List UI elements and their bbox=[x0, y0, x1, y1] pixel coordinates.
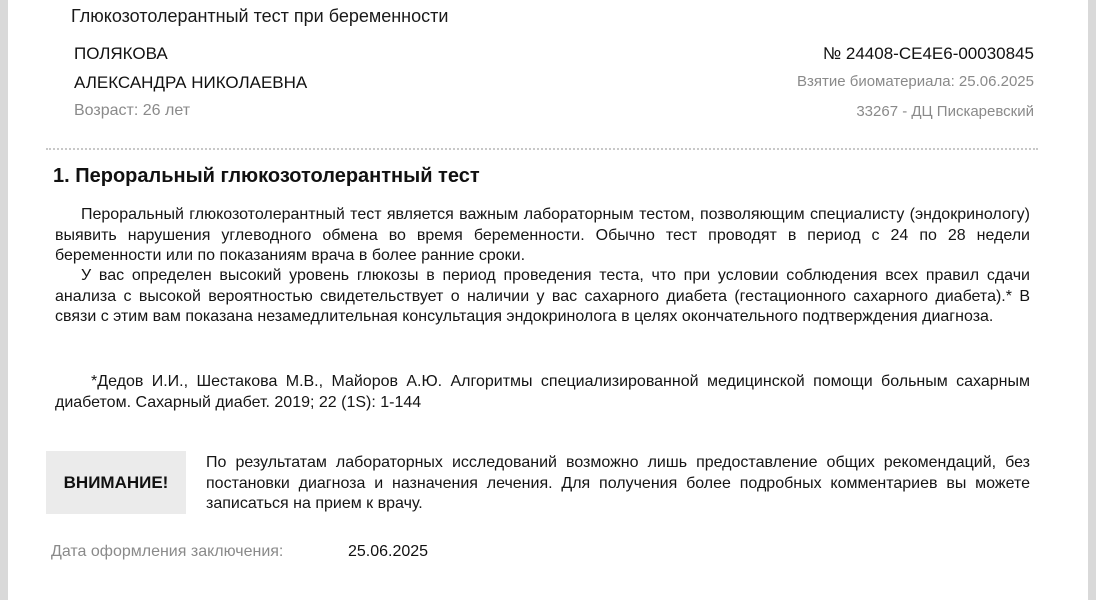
patient-surname: ПОЛЯКОВА bbox=[74, 44, 168, 63]
page-edge-left bbox=[0, 0, 8, 600]
warning-text: По результатам лабораторных исследований возможно лишь предоставление общих рекомендаций, без постановки диагноза и назначения лечения. Для получения более подробных комментариев вы можете записаться на прием к врачу. bbox=[206, 454, 1030, 512]
paragraph-result: У вас определен высокий уровень глюкозы в период проведения теста, что при условии соблюдения всех правил сдачи анализа с высокой вероятностью свидетельствует о наличии у вас сахарного диабета (гестационного сахарного диабета).* В связи с этим вам показана незамедлительная консультация эндокринолога в целях окончательного подтверждения диагноза. bbox=[55, 267, 1030, 325]
reference-note: *Дедов И.И., Шестакова М.В., Майоров А.Ю. Алгоритмы специализированной медицинской помощи больным сахарным диабетом. Сахарный диабет. 2019; 22 (1S): 1-144 bbox=[55, 373, 1030, 411]
sample-date: Взятие биоматериала: 25.06.2025 bbox=[796, 73, 1034, 90]
section-title: 1. Пероральный глюкозотолерантный тест bbox=[53, 165, 480, 187]
conclusion-date-label: Дата оформления заключения: bbox=[51, 543, 284, 560]
medical-center: 33267 - ДЦ Пискаревский bbox=[856, 103, 1034, 120]
conclusion-date: 25.06.2025 bbox=[348, 543, 429, 560]
paragraph-intro: Пероральный глюкозотолерантный тест является важным лабораторным тестом, позволяющим специалисту (эндокринологу) выявить нарушения углеводного обмена во время беременности. Обычно тест проводят в период с 24 по 28 недели беременности или по показаниям врача в более ранние сроки. bbox=[55, 206, 1030, 264]
page-edge-right bbox=[1088, 0, 1096, 600]
document-title: Глюкозотолерантный тест при беременности bbox=[71, 6, 449, 26]
warning-label: ВНИМАНИЕ! bbox=[63, 472, 169, 492]
patient-name: АЛЕКСАНДРА НИКОЛАЕВНА bbox=[74, 73, 308, 92]
order-number: № 24408-CE4E6-00030845 bbox=[822, 44, 1034, 63]
warning-badge bbox=[46, 451, 186, 514]
section-divider bbox=[46, 148, 1038, 150]
patient-age: Возраст: 26 лет bbox=[74, 102, 191, 119]
